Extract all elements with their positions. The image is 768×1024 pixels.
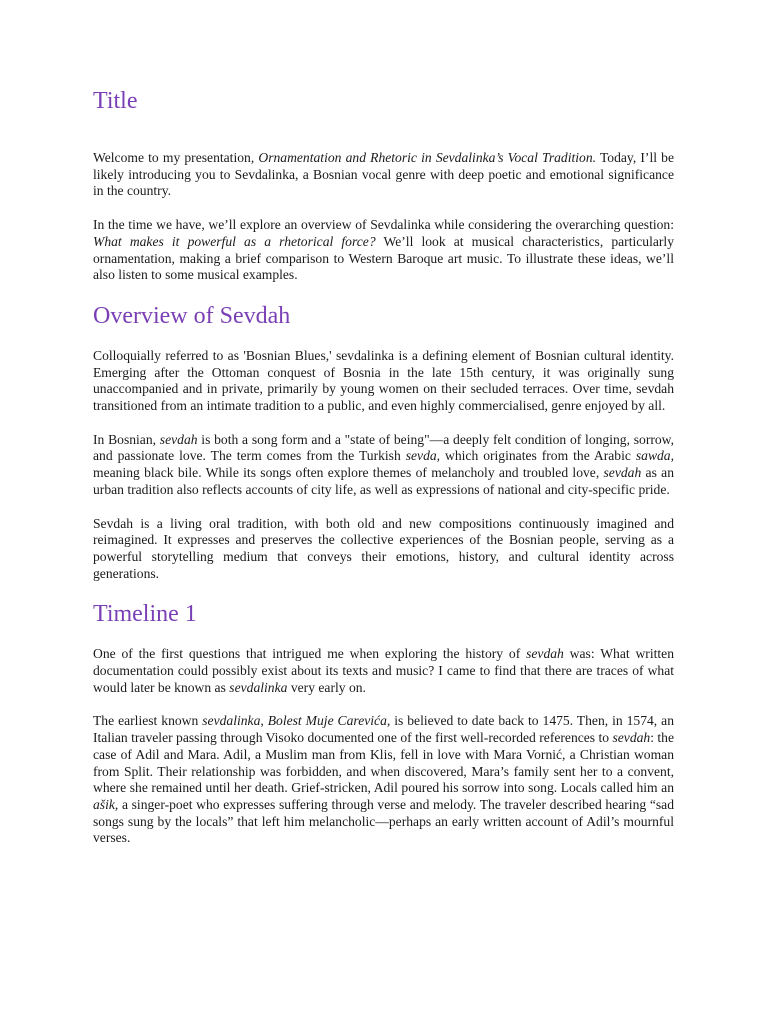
paragraph: The earliest known sevdalinka, Bolest Muje Carevića, is believed to date back to 1475. Then, in 1574, an Italian traveler passing through Visoko documented one of the first well-recorded references to sevdah: the case of Adil and Mara. Adil, a Muslim man from Klis, fell in love with Mara Vornić, a Christian woman from Split. Their relationship was forbidden, and when discovered, Mara’s family sent her to a convent, where she remained until her death. Grief-stricken, Adil poured his sorrow into song. Locals called him an ašik, a singer-poet who expresses suffering through verse and melody. The traveler described hearing “sad songs sung by the locals” that left him melancholic—perhaps an early written account of Adil’s mournful verses.: [93, 713, 675, 846]
section-overview: [93, 301, 674, 582]
paragraph: In Bosnian, sevdah is both a song form and a "state of being"—a deeply felt condition of longing, sorrow, and passionate love. The term comes from the Turkish sevda, which originates from the Arabic sawda, meaning black bile. While its songs often explore themes of melancholy and troubled love, sevdah as an urban tradition also reflects accounts of city life, as well as expressions of national and city-specific pride.: [93, 431, 675, 497]
paragraph: Sevdah is a living oral tradition, with both old and new compositions continuously imagined and reimagined. It expresses and preserves the collective experiences of the Bosnian people, serving as a powerful storytelling medium that conveys their emotions, history, and cultural identity across generations.: [93, 515, 674, 581]
section-heading-title: Title: [93, 88, 138, 114]
paragraph: One of the first questions that intrigued me when exploring the history of sevdah was: What written documentation could possibly exist about its texts and music? I came to find that there are traces of what would later be known as sevdalinka very early on.: [93, 646, 674, 695]
section-heading-overview: Overview of Sevdah: [93, 302, 291, 329]
paragraph: Welcome to my presentation, Ornamentation and Rhetoric in Sevdalinka’s Vocal Tradition. Today, I’ll be likely introducing you to Sevdalinka, a Bosnian vocal genre with deep poetic and emotional significance in the country.: [93, 150, 674, 199]
paragraph: In the time we have, we’ll explore an overview of Sevdalinka while considering the overarching question: What makes it powerful as a rhetorical force? We’ll look at musical characteristics, particularly ornamentation, making a brief comparison to Western Baroque art music. To illustrate these ideas, we’ll also listen to some musical examples.: [93, 217, 674, 283]
section-timeline-1: [93, 599, 674, 847]
paragraph: Colloquially referred to as 'Bosnian Blues,' sevdalinka is a defining element of Bosnian cultural identity. Emerging after the Ottoman conquest of Bosnia in the late 15th century, it was originally sung unaccompanied and in private, primarily by young women on their secluded terraces. Over time, sevdah transitioned from an intimate tradition to a public, and even highly commercialised, genre enjoyed by all.: [93, 347, 674, 414]
section-heading-timeline-1: Timeline 1: [93, 601, 197, 628]
section-title: [93, 86, 674, 284]
document-page: [93, 86, 674, 864]
